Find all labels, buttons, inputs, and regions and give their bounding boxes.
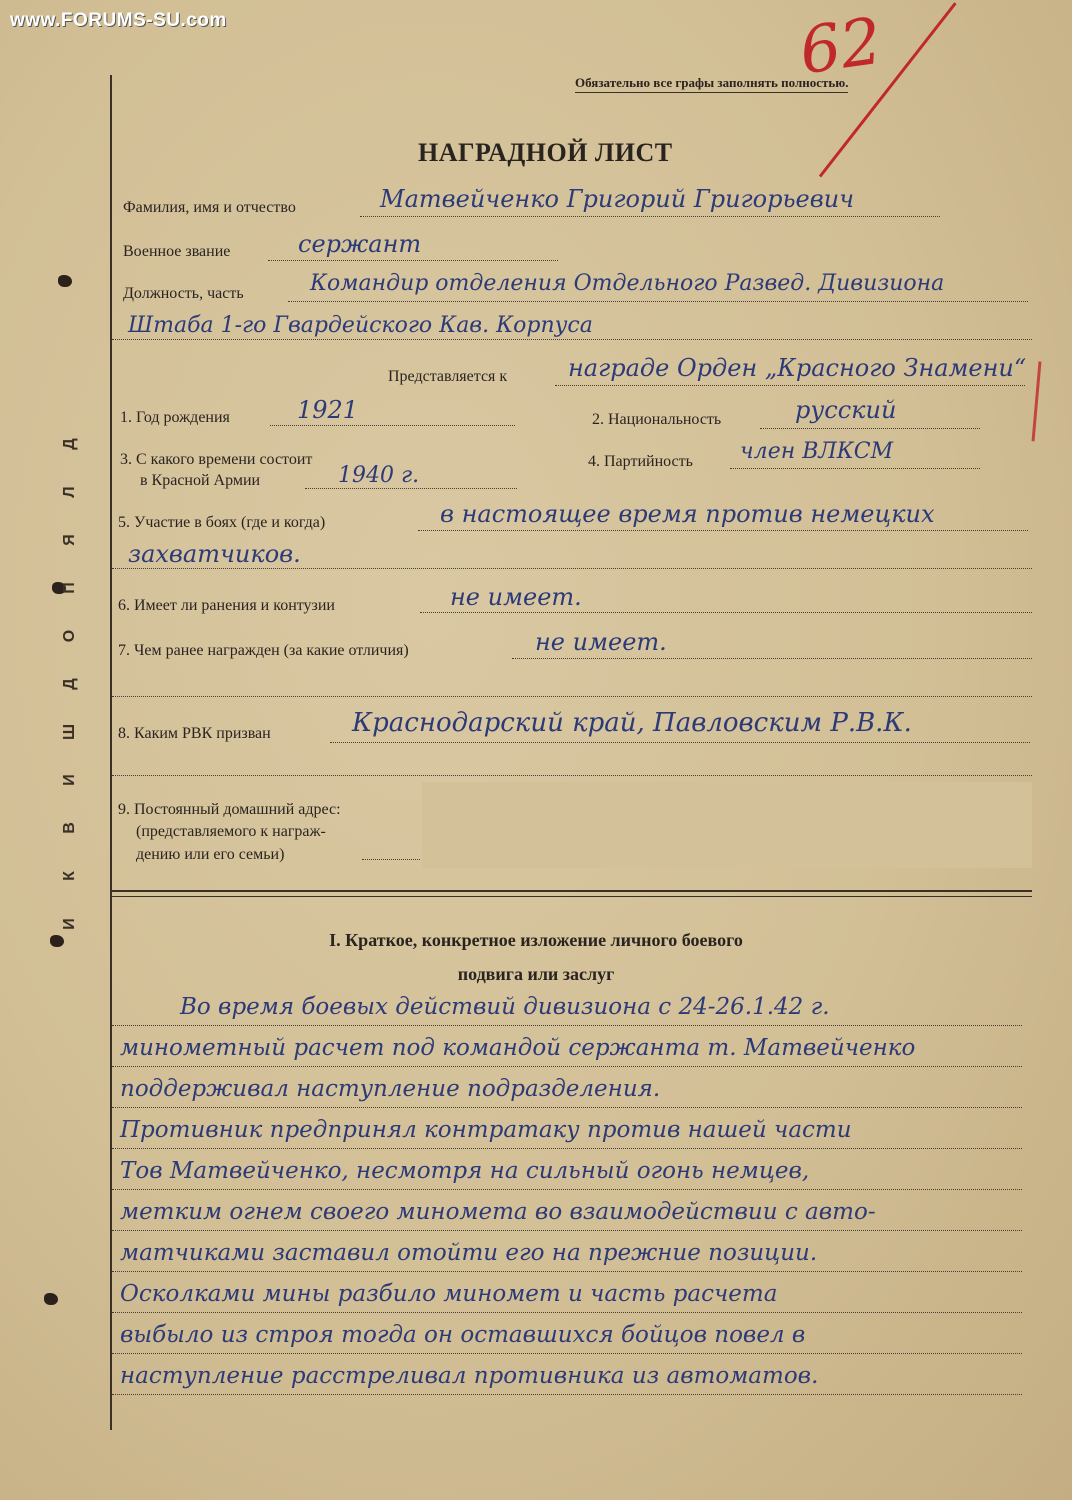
prev-awards-underline-2 — [112, 696, 1032, 697]
army-since-label-2: в Красной Армии — [140, 472, 261, 489]
position-value-line2: Штаба 1-го Гвардейского Кав. Корпуса — [128, 313, 593, 338]
ruled-line — [112, 1312, 1022, 1313]
ruled-line — [112, 1066, 1022, 1067]
birth-year-label: 1. Год рождения — [120, 409, 230, 426]
battles-underline-1 — [418, 530, 1028, 531]
rank-underline — [268, 260, 558, 261]
award-value: награде Орден „Красного Знамени“ — [568, 354, 1027, 382]
side-letter: Л — [61, 486, 78, 498]
rvk-underline-2 — [112, 775, 1032, 776]
narrative-line: матчиками заставил отойти его на прежние позиции. — [120, 1240, 818, 1266]
nationality-underline — [760, 428, 980, 429]
ruled-line — [112, 1394, 1022, 1395]
narrative-line: Тов Матвейченко, несмотря на сильный огонь немцев, — [120, 1158, 810, 1184]
narrative-line: Противник предпринял контратаку против нашей части — [120, 1117, 852, 1143]
party-label: 4. Партийность — [588, 453, 693, 470]
award-underline — [555, 385, 1025, 386]
side-letter: Ш — [61, 723, 78, 741]
rvk-value: Краснодарский край, Павловским Р.В.К. — [352, 708, 912, 738]
side-letter: О — [61, 629, 78, 643]
section-divider-1 — [112, 890, 1032, 892]
side-letter: И — [61, 918, 78, 930]
ruled-line — [112, 1189, 1022, 1190]
battles-label: 5. Участие в боях (где и когда) — [118, 514, 326, 531]
position-underline-2 — [112, 339, 1032, 340]
prev-awards-label: 7. Чем ранее награжден (за какие отличия) — [118, 642, 409, 659]
position-value-line1: Командир отделения Отдельного Развед. Дивизиона — [310, 271, 945, 296]
address-label-3: дению или его семьи) — [136, 846, 285, 863]
battles-value-line1: в настоящее время против немецких — [440, 500, 935, 528]
wounds-label: 6. Имеет ли ранения и контузии — [118, 597, 335, 614]
prev-awards-underline — [512, 658, 1032, 659]
address-underline — [362, 859, 420, 860]
prev-awards-value: не имеет. — [535, 628, 667, 656]
ruled-line — [112, 1271, 1022, 1272]
section-title-line1: I. Краткое, конкретное изложение личного боевого — [329, 930, 743, 950]
ruled-line — [112, 1353, 1022, 1354]
nationality-label: 2. Национальность — [592, 411, 722, 428]
birth-year-underline — [270, 425, 515, 426]
side-letter: К — [61, 871, 78, 881]
army-since-label-1: 3. С какого времени состоит — [120, 451, 313, 468]
side-letter: И — [61, 774, 78, 786]
narrative-line: Во время боевых действий дивизиона с 24-26.1.42 г. — [180, 994, 830, 1020]
section-title-line2: подвига или заслуг — [457, 964, 615, 984]
side-letter: Д — [61, 438, 78, 450]
narrative-line: метким огнем своего миномета во взаимодействии с авто- — [120, 1199, 876, 1225]
document-title: НАГРАДНОЙ ЛИСТ — [418, 138, 673, 167]
rvk-underline — [330, 742, 1030, 743]
battles-underline-2 — [112, 568, 1032, 569]
address-label-1: 9. Постоянный домашний адрес: — [118, 801, 341, 818]
army-since-underline — [305, 488, 517, 489]
side-letter: В — [61, 822, 78, 834]
name-label: Фамилия, имя и отчество — [123, 199, 296, 216]
nationality-value: русский — [795, 396, 897, 424]
birth-year-value: 1921 — [297, 396, 359, 424]
narrative-line: наступление расстреливал противника из автоматов. — [120, 1363, 819, 1389]
army-since-value: 1940 г. — [338, 463, 420, 488]
side-letter: П — [61, 582, 78, 594]
narrative-line: Осколками мины разбило миномет и часть расчета — [120, 1281, 778, 1307]
side-letter: Я — [61, 534, 78, 546]
redacted-address — [422, 782, 1032, 868]
ruled-line — [112, 1107, 1022, 1108]
narrative-line: поддерживал наступление подразделения. — [120, 1076, 661, 1102]
punch-hole — [44, 1293, 58, 1305]
party-value: член ВЛКСМ — [740, 439, 894, 464]
margin-line — [110, 75, 112, 1430]
wounds-underline — [420, 612, 1032, 613]
ruled-line — [112, 1230, 1022, 1231]
side-vertical-text — [61, 420, 100, 948]
red-margin-mark — [1032, 361, 1042, 441]
ruled-line — [112, 1148, 1022, 1149]
red-stamp-number: 62 — [795, 4, 887, 90]
name-underline — [360, 216, 940, 217]
top-note: Обязательно все графы заполнять полностью. — [575, 75, 848, 93]
watermark: www.FORUMS-SU.com — [10, 10, 227, 31]
wounds-value: не имеет. — [450, 583, 582, 611]
award-label: Представляется к — [388, 368, 508, 385]
narrative-line: минометный расчет под командой сержанта т. Матвейченко — [120, 1035, 916, 1061]
rank-label: Военное звание — [123, 243, 231, 260]
ruled-line — [112, 1025, 1022, 1026]
narrative-line: выбыло из строя тогда он оставшихся бойцов повел в — [120, 1322, 806, 1348]
section-divider-2 — [112, 896, 1032, 897]
rank-value: сержант — [298, 230, 422, 258]
rvk-label: 8. Каким РВК призван — [118, 725, 271, 742]
position-underline-1 — [288, 301, 1028, 302]
side-letter: Д — [61, 678, 78, 690]
position-label: Должность, часть — [123, 285, 244, 302]
party-underline — [730, 468, 980, 469]
name-value: Матвейченко Григорий Григорьевич — [380, 185, 855, 213]
battles-value-line2: захватчиков. — [128, 540, 301, 568]
punch-hole — [58, 275, 72, 287]
address-label-2: (представляемого к награж- — [136, 823, 326, 840]
